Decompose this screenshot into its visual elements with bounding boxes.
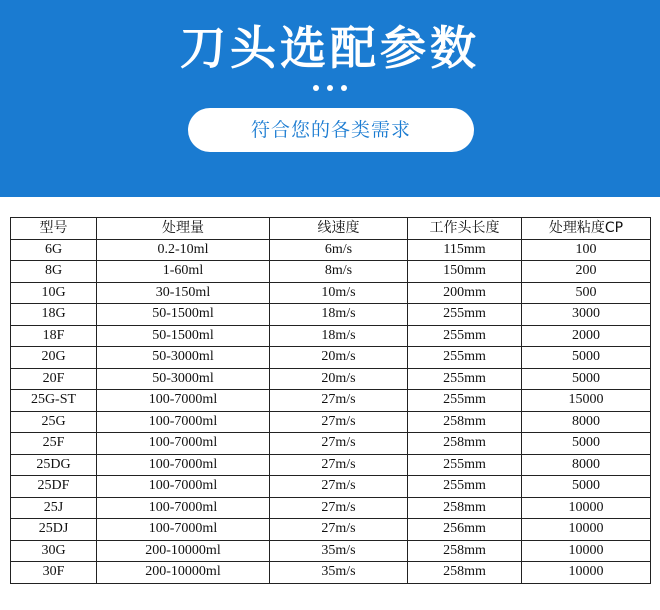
table-cell: 100 [522,239,651,261]
table-cell: 1-60ml [97,261,270,283]
table-cell: 25DF [11,476,97,498]
table-row [11,282,651,304]
table-cell: 100-7000ml [97,411,270,433]
table-cell: 100-7000ml [97,454,270,476]
table-header-row [11,218,651,240]
table-cell: 10G [11,282,97,304]
table-cell: 8000 [522,454,651,476]
dot-icon [327,85,333,91]
table-cell: 20G [11,347,97,369]
table-cell: 6m/s [270,239,408,261]
table-row [11,304,651,326]
table-row [11,368,651,390]
table-cell: 18G [11,304,97,326]
table-row [11,261,651,283]
table-cell: 256mm [408,519,522,541]
header-banner [0,0,660,197]
column-header: 工作头长度 [408,218,522,240]
page-title: 刀头选配参数 [180,21,480,75]
table-cell: 100-7000ml [97,390,270,412]
table-cell: 258mm [408,497,522,519]
table-cell: 6G [11,239,97,261]
table-cell: 8m/s [270,261,408,283]
table-cell: 200mm [408,282,522,304]
table-cell: 5000 [522,476,651,498]
table-row [11,325,651,347]
table-cell: 10000 [522,497,651,519]
table-cell: 27m/s [270,476,408,498]
table-row [11,239,651,261]
column-header: 处理量 [97,218,270,240]
subtitle-pill: 符合您的各类需求 [188,108,474,152]
table-cell: 20m/s [270,368,408,390]
table-cell: 18m/s [270,325,408,347]
table-cell: 18F [11,325,97,347]
table-row [11,411,651,433]
table-cell: 255mm [408,304,522,326]
table-row [11,562,651,584]
table-cell: 255mm [408,454,522,476]
table-cell: 25F [11,433,97,455]
column-header: 型号 [11,218,97,240]
table-row [11,519,651,541]
table-cell: 20m/s [270,347,408,369]
table-cell: 50-3000ml [97,368,270,390]
column-header: 线速度 [270,218,408,240]
table-row [11,540,651,562]
table-cell: 5000 [522,347,651,369]
table-cell: 10m/s [270,282,408,304]
table-cell: 27m/s [270,497,408,519]
dot-icon [341,85,347,91]
table-cell: 255mm [408,325,522,347]
table-cell: 200 [522,261,651,283]
table-row [11,454,651,476]
table-cell: 200-10000ml [97,562,270,584]
table-cell: 115mm [408,239,522,261]
table-cell: 150mm [408,261,522,283]
table-row [11,390,651,412]
table-row [11,497,651,519]
table-cell: 27m/s [270,454,408,476]
parameter-table-container [10,217,651,584]
table-cell: 50-3000ml [97,347,270,369]
table-cell: 20F [11,368,97,390]
table-cell: 255mm [408,347,522,369]
carousel-dots [0,85,660,91]
table-cell: 30G [11,540,97,562]
table-cell: 100-7000ml [97,519,270,541]
table-cell: 100-7000ml [97,433,270,455]
table-cell: 258mm [408,540,522,562]
table-cell: 5000 [522,368,651,390]
table-cell: 258mm [408,433,522,455]
table-cell: 500 [522,282,651,304]
table-cell: 8G [11,261,97,283]
table-row [11,347,651,369]
table-cell: 10000 [522,540,651,562]
table-body [11,239,651,583]
table-cell: 25G-ST [11,390,97,412]
table-cell: 0.2-10ml [97,239,270,261]
table-cell: 30F [11,562,97,584]
table-cell: 5000 [522,433,651,455]
table-row [11,476,651,498]
table-cell: 255mm [408,476,522,498]
table-cell: 255mm [408,390,522,412]
column-header: 处理粘度CP [522,218,651,240]
table-cell: 100-7000ml [97,497,270,519]
table-cell: 15000 [522,390,651,412]
table-cell: 30-150ml [97,282,270,304]
table-cell: 50-1500ml [97,304,270,326]
table-cell: 35m/s [270,540,408,562]
table-cell: 8000 [522,411,651,433]
table-cell: 35m/s [270,562,408,584]
table-cell: 10000 [522,562,651,584]
table-cell: 25J [11,497,97,519]
table-cell: 25G [11,411,97,433]
table-cell: 27m/s [270,390,408,412]
table-cell: 100-7000ml [97,476,270,498]
table-cell: 27m/s [270,433,408,455]
table-cell: 200-10000ml [97,540,270,562]
table-cell: 27m/s [270,519,408,541]
table-cell: 255mm [408,368,522,390]
table-cell: 25DJ [11,519,97,541]
table-cell: 27m/s [270,411,408,433]
table-cell: 258mm [408,562,522,584]
table-cell: 18m/s [270,304,408,326]
table-cell: 2000 [522,325,651,347]
table-cell: 3000 [522,304,651,326]
table-row [11,433,651,455]
table-cell: 258mm [408,411,522,433]
table-cell: 25DG [11,454,97,476]
parameter-table [10,217,651,584]
dot-icon [313,85,319,91]
table-cell: 10000 [522,519,651,541]
table-cell: 50-1500ml [97,325,270,347]
